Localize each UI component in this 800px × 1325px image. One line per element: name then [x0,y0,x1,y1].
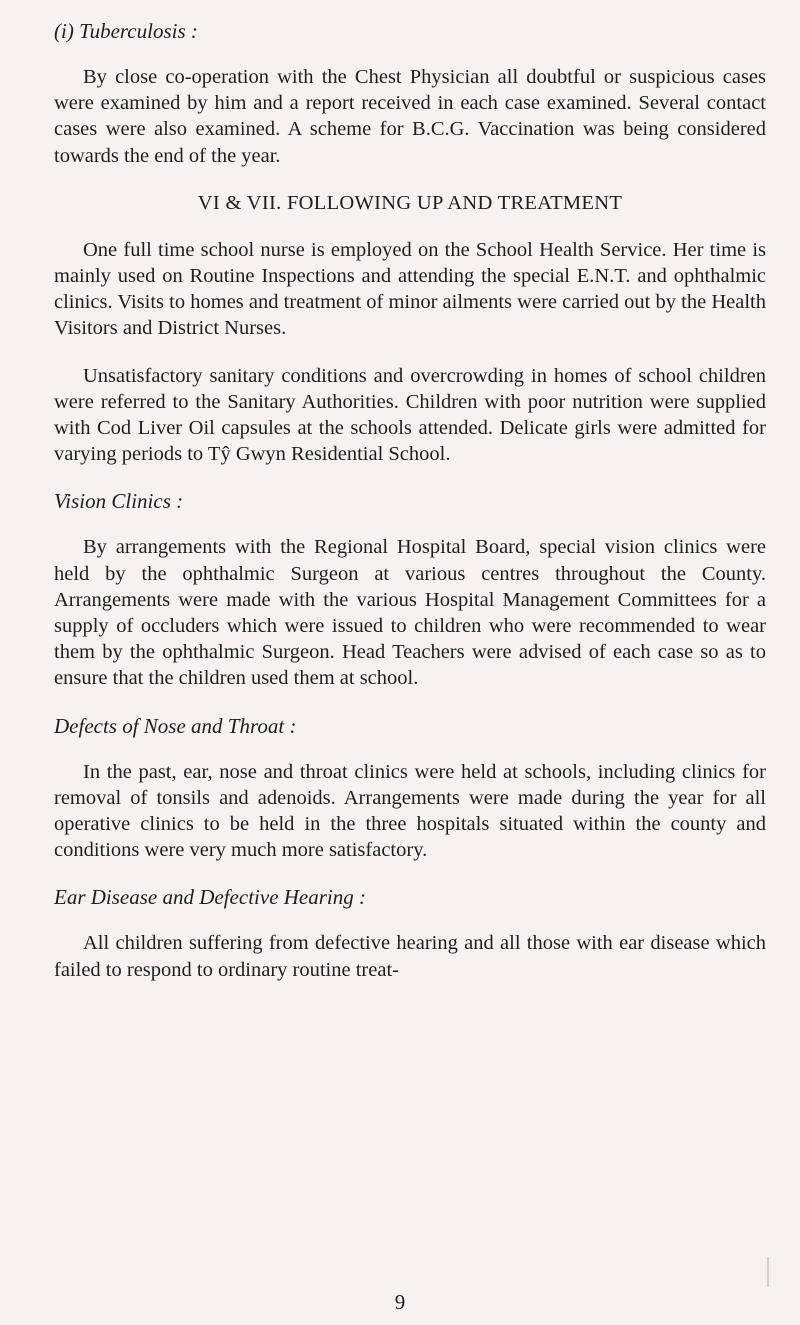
ear-disease-paragraph: All children suffering from defective hearing and all those with ear disease which failed to respond to ordinary routine treat- [54,932,766,981]
tuberculosis-paragraph: By close co-operation with the Chest Physician all doubtful or suspicious cases were examined by him and a report received in each case examined. Several contact cases were also examined. A scheme for B.C.G. Vaccination was being considered towards the end of the year. [54,66,766,167]
text-column [54,18,766,983]
page-number: 9 [394,1290,406,1314]
scan-margin-mark [767,1257,769,1287]
section-heading: VI & VII. FOLLOWING UP AND TREATMENT [197,191,623,214]
vision-clinics-heading: Vision Clinics : [54,489,184,514]
school-nurse-paragraph: One full time school nurse is employed on the School Health Service. Her time is mainly used on Routine Inspections and attending the special E.N.T. and ophthalmic clinics. Visits to homes and treatment of minor ailments were carried out by the Health Visitors and District Nurses. [54,238,766,340]
vision-clinics-paragraph: By arrangements with the Regional Hospital Board, special vision clinics were held by the ophthalmic Surgeon at various centres throughout the County. Arrangements were made with the various Hospital Management Committees for a supply of occluders which were issued to children who were recommended to wear them by the ophthalmic Surgeon. Head Teachers were advised of each case so as to ensure that the children used them at school. [54,536,766,690]
tuberculosis-heading: (i) Tuberculosis : [54,19,198,43]
nose-throat-heading: Defects of Nose and Throat : [54,713,297,738]
sanitary-conditions-paragraph: Unsatisfactory sanitary conditions and overcrowding in homes of school children were referred to the Sanitary Authorities. Children with poor nutrition were supplied with Cod Liver Oil capsules at the schools attended. Delicate girls were admitted for varying periods to Tŷ Gwyn Residential School. [54,364,766,466]
ear-disease-heading: Ear Disease and Defective Hearing : [54,885,366,910]
nose-throat-paragraph: In the past, ear, nose and throat clinics were held at schools, including clinics for removal of tonsils and adenoids. Arrangements were made during the year for all operative clinics to be held in the three hospitals situated within the county and conditions were very much more satisfactory. [54,760,766,862]
